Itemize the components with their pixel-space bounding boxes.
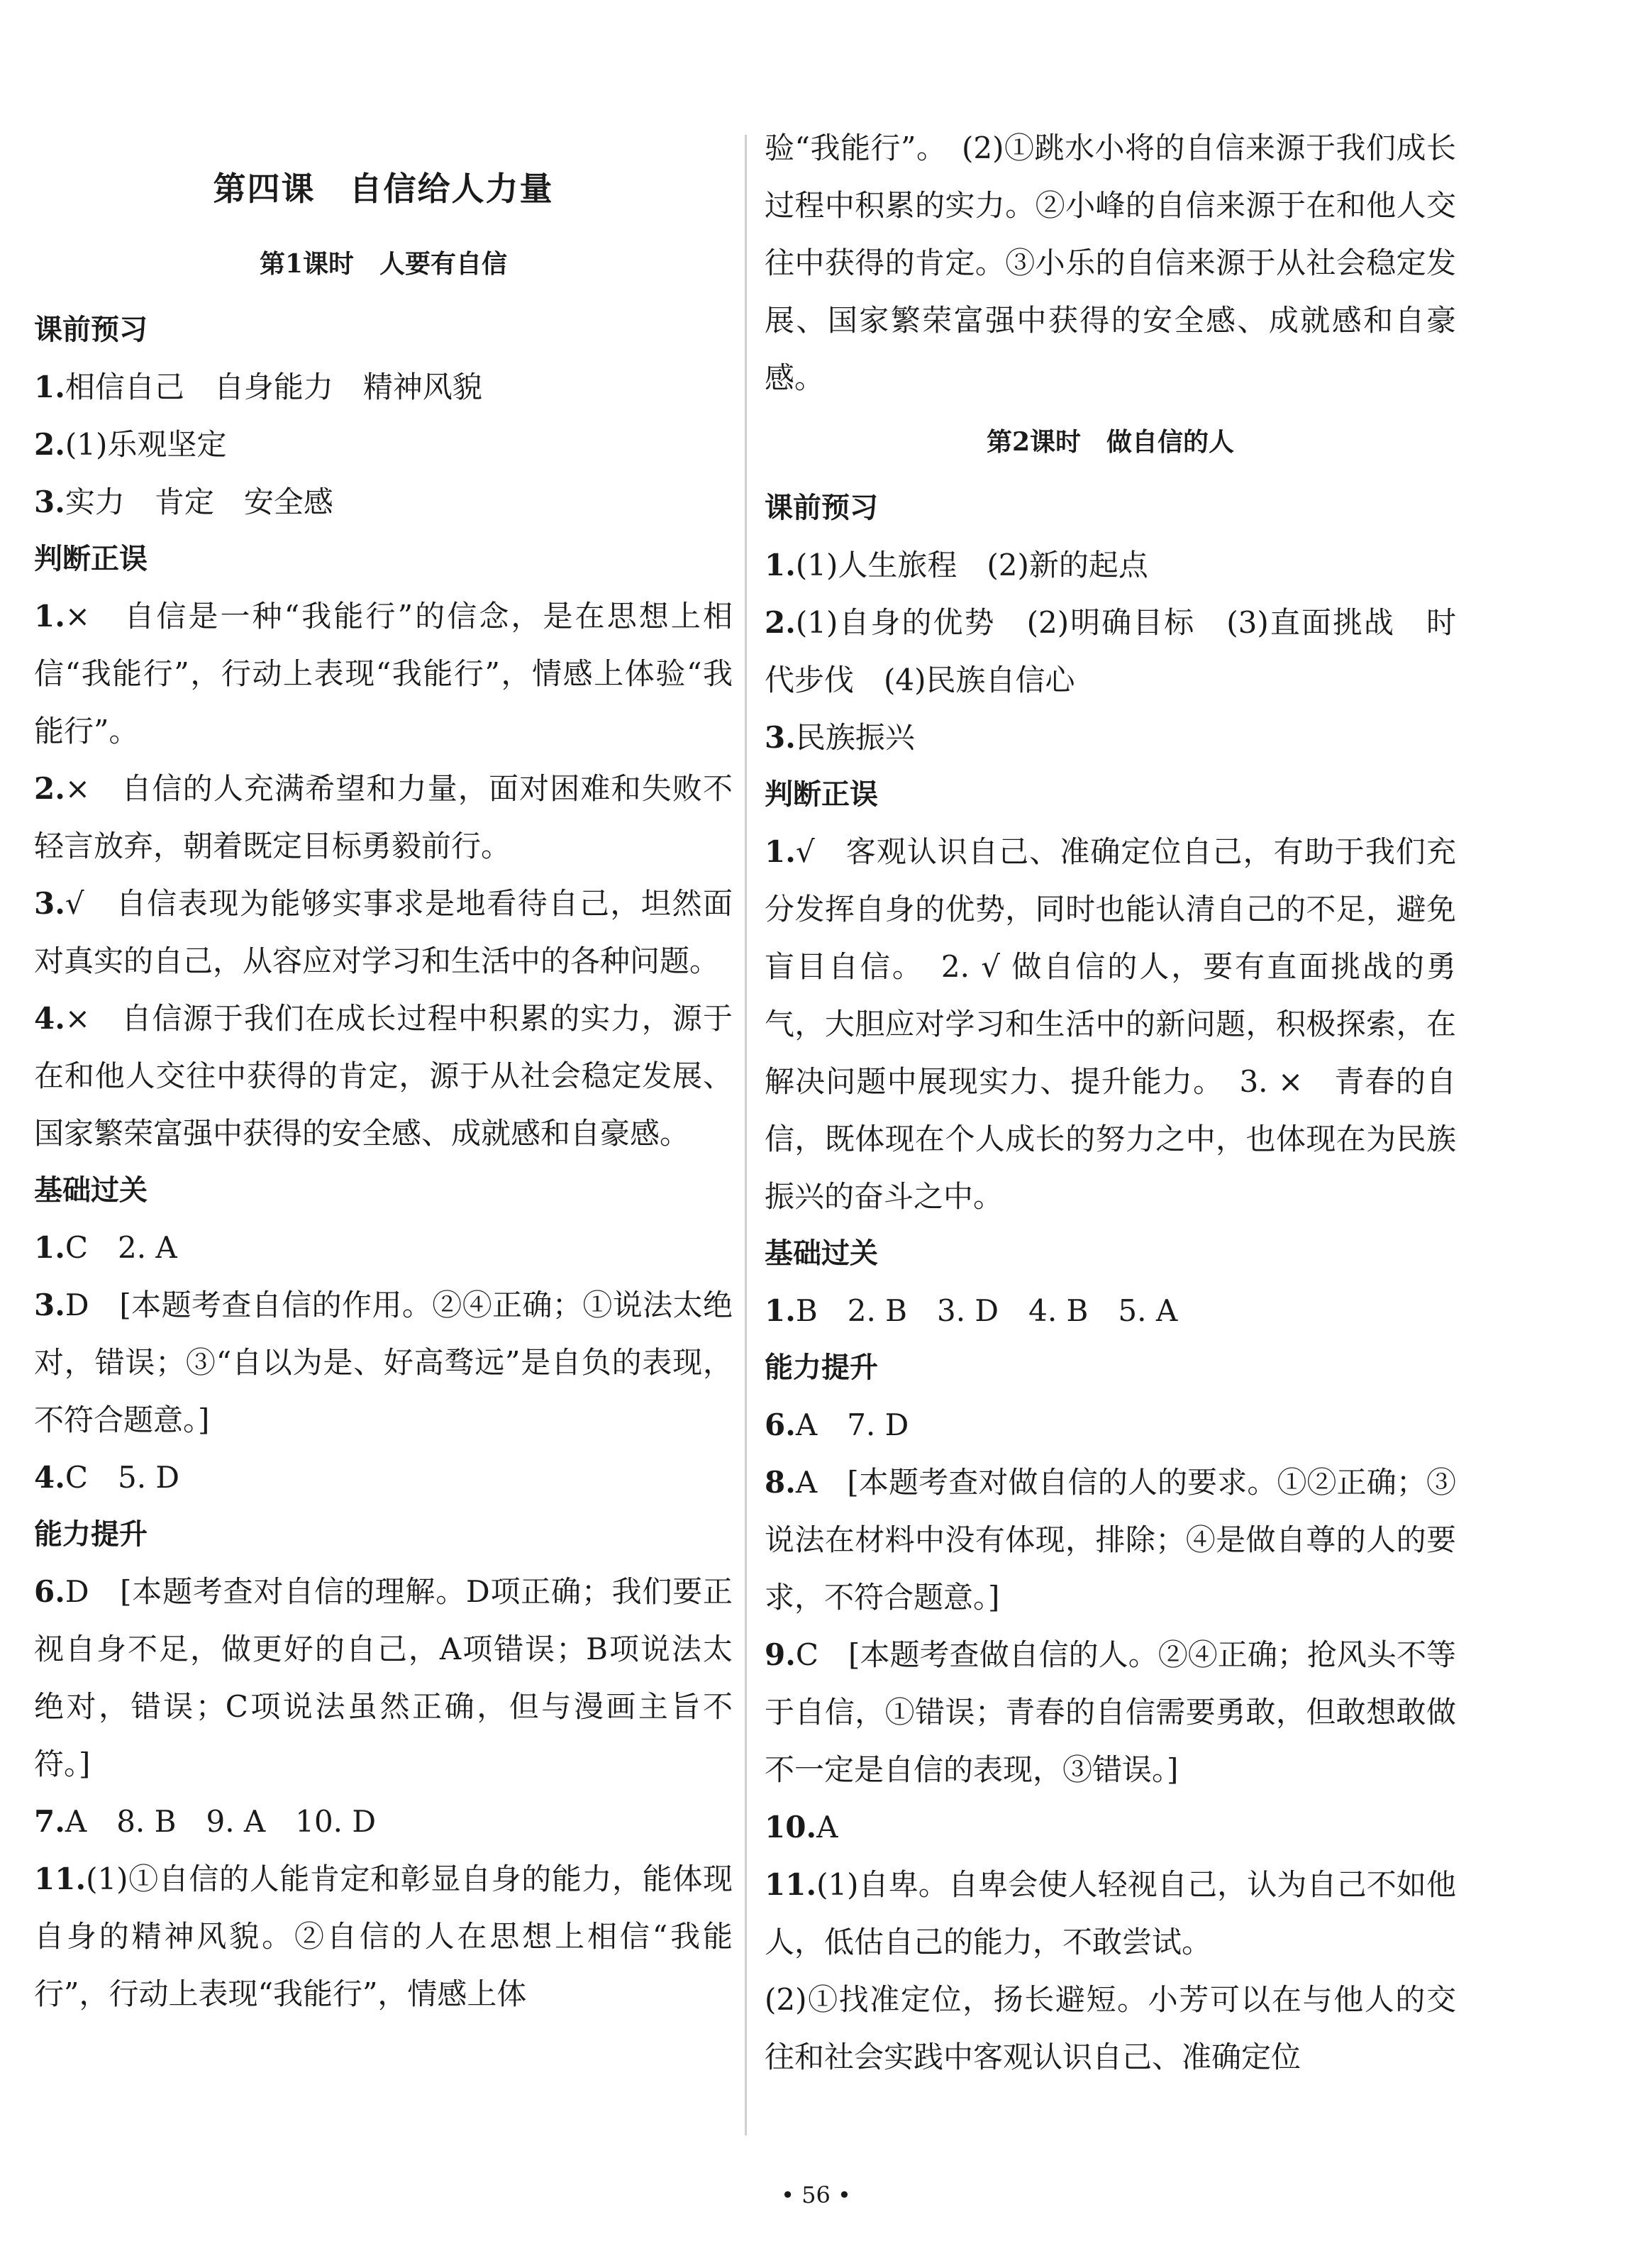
answer-item xyxy=(765,823,1456,1225)
page-number: • 56 • xyxy=(781,2181,851,2208)
answer-item xyxy=(34,1850,733,2023)
item-number: 1. xyxy=(34,1230,65,1265)
item-text: A 8. B 9. A 10. D xyxy=(65,1804,377,1839)
item-text: 民族振兴 xyxy=(795,720,915,755)
answer-item xyxy=(765,1282,1456,1339)
section-heading: 课前预习 xyxy=(34,313,148,346)
section-heading: 判断正误 xyxy=(34,542,148,575)
item-number: 4. xyxy=(34,1001,65,1036)
item-number: 10. xyxy=(765,1810,817,1844)
section-heading: 基础过关 xyxy=(765,1237,878,1270)
answer-item xyxy=(765,536,1456,594)
answer-item xyxy=(34,990,733,1162)
item-number: 1. xyxy=(765,834,796,869)
item-number: 7. xyxy=(34,1804,65,1839)
item-text: (1)人生旅程 (2)新的起点 xyxy=(795,548,1148,582)
item-text: 相信自己 自身能力 精神风貌 xyxy=(65,370,482,404)
answer-item xyxy=(34,1563,733,1793)
item-text: D [本题考查自信的作用。②④正确；①说法太绝对，错误；③“自以为是、好高骛远”是自负的表现，不符合题意。] xyxy=(34,1288,733,1437)
item-text: D [本题考查对自信的理解。D项正确；我们要正视自身不足，做更好的自己，A项错误；B项说法太绝对，错误；C项说法虽然正确，但与漫画主旨不符。] xyxy=(34,1574,733,1781)
answer-item xyxy=(34,1449,733,1506)
item-text: × 自信是一种“我能行”的信念，是在思想上相信“我能行”，行动上表现“我能行”，情感上体验“我能行”。 xyxy=(34,599,733,748)
item-number: 1. xyxy=(765,1293,796,1328)
period-title: 第1课时 人要有自信 xyxy=(259,249,508,279)
item-number: 3. xyxy=(34,1288,65,1322)
item-text: C [本题考查做自信的人。②④正确；抢风头不等于自信，①错误；青春的自信需要勇敢，但敢想敢做不一定是自信的表现，③错误。] xyxy=(765,1637,1456,1787)
item-text: (2)①找准定位，扬长避短。小芳可以在与他人的交往和社会实践中客观认识自己、准确定位 xyxy=(765,1982,1456,2074)
item-number: 1. xyxy=(34,599,65,634)
answer-item xyxy=(765,1971,1456,2086)
section-heading: 能力提升 xyxy=(765,1351,878,1384)
item-text: (1)乐观坚定 xyxy=(65,427,227,462)
item-number: 11. xyxy=(34,1862,87,1896)
answer-item xyxy=(34,473,733,531)
item-text: √ 客观认识自己、准确定位自己，有助于我们充分发挥自身的优势，同时也能认清自己的不足，避免盲目自信。 2. √ 做自信的人，要有直面挑战的勇气，大胆应对学习和生活中的新问题，积极探索，在解决问题中展现实力、提升能力。 3. × 青春的自信，既体现在个人成长的努力之中，也体现在为民族振兴的奋斗之中。 xyxy=(765,834,1456,1214)
answer-item xyxy=(765,1396,1456,1454)
item-number: 3. xyxy=(765,720,796,755)
item-number: 11. xyxy=(765,1867,817,1902)
right-sections xyxy=(765,480,1456,2086)
answer-item xyxy=(765,709,1456,766)
answer-item xyxy=(765,1798,1456,1856)
section-heading: 课前预习 xyxy=(765,491,878,524)
item-text: C 5. D xyxy=(65,1460,180,1495)
answer-item xyxy=(765,1856,1456,1971)
answer-item xyxy=(34,587,733,760)
column-divider xyxy=(745,135,747,2135)
item-text: (1)自卑。自卑会使人轻视自己，认为自己不如他人，低估自己的能力，不敢尝试。 xyxy=(765,1867,1456,1959)
answer-item xyxy=(34,1276,733,1449)
item-text: A 7. D xyxy=(795,1407,909,1442)
item-text: × 自信的人充满希望和力量，面对困难和失败不轻言放弃，朝着既定目标勇毅前行。 xyxy=(34,771,733,863)
item-number: 8. xyxy=(765,1465,796,1500)
item-number: 2. xyxy=(765,605,796,640)
item-number: 3. xyxy=(34,485,65,519)
left-sections xyxy=(34,302,733,2023)
item-number: 1. xyxy=(765,548,796,582)
item-number: 6. xyxy=(765,1407,796,1442)
item-text: (1)自身的优势 (2)明确目标 (3)直面挑战 时代步伐 (4)民族自信心 xyxy=(765,605,1456,697)
section-heading: 基础过关 xyxy=(34,1173,148,1207)
section-heading: 判断正误 xyxy=(765,778,878,811)
lesson-title: 第四课 自信给人力量 xyxy=(213,170,554,208)
continuation-paragraph: 验“我能行”。 (2)①跳水小将的自信来源于我们成长过程中积累的实力。②小峰的自信来源于在和他人交往中获得的肯定。③小乐的自信来源于从社会稳定发展、国家繁荣富强中获得的安全感、成就感和自豪感。 xyxy=(765,131,1456,395)
answer-item xyxy=(34,1793,733,1850)
item-number: 9. xyxy=(765,1637,796,1672)
answer-item xyxy=(765,1454,1456,1626)
item-text: B 2. B 3. D 4. B 5. A xyxy=(795,1293,1178,1328)
answer-item xyxy=(34,416,733,473)
item-number: 2. xyxy=(34,771,65,806)
answer-item xyxy=(34,875,733,990)
item-number: 4. xyxy=(34,1460,65,1495)
answer-item xyxy=(765,594,1456,709)
item-number: 6. xyxy=(34,1574,65,1609)
answer-item xyxy=(34,1219,733,1276)
item-number: 1. xyxy=(34,370,65,404)
item-text: C 2. A xyxy=(65,1230,177,1265)
left-column xyxy=(34,114,733,2023)
item-number: 3. xyxy=(34,886,65,921)
item-number: 2. xyxy=(34,427,65,462)
item-text: A xyxy=(816,1810,838,1844)
period-title-2: 第2课时 做自信的人 xyxy=(986,427,1235,457)
item-text: √ 自信表现为能够实事求是地看待自己，坦然面对真实的自己，从容应对学习和生活中的各种问题。 xyxy=(34,886,733,978)
item-text: A [本题考查对做自信的人的要求。①②正确；③说法在材料中没有体现，排除；④是做自尊的人的要求，不符合题意。] xyxy=(765,1465,1456,1615)
answer-item xyxy=(34,760,733,875)
answer-item xyxy=(765,1626,1456,1798)
section-heading: 能力提升 xyxy=(34,1517,148,1551)
right-column xyxy=(765,119,1456,2086)
item-text: 实力 肯定 安全感 xyxy=(65,485,333,519)
item-text: (1)①自信的人能肯定和彰显自身的能力，能体现自身的精神风貌。②自信的人在思想上相信“我能行”，行动上表现“我能行”，情感上体 xyxy=(34,1862,733,2011)
answer-item xyxy=(34,358,733,416)
item-text: × 自信源于我们在成长过程中积累的实力，源于在和他人交往中获得的肯定，源于从社会稳定发展、国家繁荣富强中获得的安全感、成就感和自豪感。 xyxy=(34,1001,733,1151)
